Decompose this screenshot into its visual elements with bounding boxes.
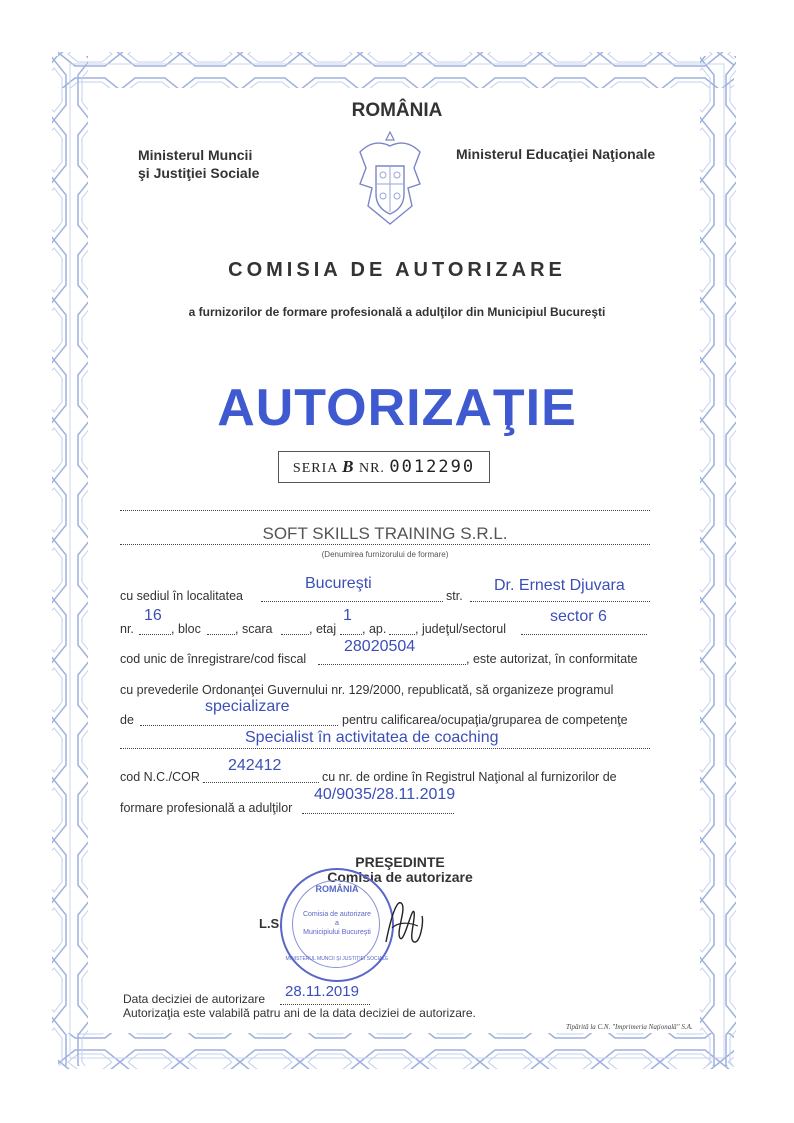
- training-label: formare profesională a adulţilor: [120, 801, 293, 815]
- decision-label: Data deciziei de autorizare: [123, 992, 266, 1006]
- number-value: 0012290: [389, 457, 476, 477]
- series-label: SERIA: [292, 461, 338, 476]
- de-label: de: [120, 713, 134, 727]
- series-box: [278, 451, 490, 483]
- left-ministry-line1: Ministerul Muncii: [138, 147, 253, 163]
- stamp-bottom-text: MINISTERUL MUNCII ŞI JUSTIŢIEI SOCIALE: [285, 956, 389, 962]
- dotted-line: [203, 778, 319, 783]
- left-ministry-line2: şi Justiţiei Sociale: [138, 165, 260, 181]
- registry-number-value: 40/9035/28.11.2019: [314, 786, 456, 803]
- dotted-line: [470, 597, 650, 602]
- dotted-line: [280, 1000, 370, 1005]
- decision-date-value: 28.11.2019: [285, 983, 359, 1000]
- authorized-text: , este autorizat, în conformitate: [466, 652, 638, 666]
- commission-title: COMISIA DE AUTORIZARE: [228, 259, 566, 281]
- ap-label: , ap.: [362, 622, 387, 636]
- judet-label: , judeţul/sectorul: [415, 622, 507, 636]
- cui-label: cod unic de înregistrare/cod fiscal: [120, 652, 307, 666]
- dotted-line: [139, 630, 171, 635]
- bloc-label: , bloc: [171, 622, 201, 636]
- dotted-line: [302, 809, 454, 814]
- dotted-line: [120, 504, 650, 511]
- ls-label: L.S.: [259, 916, 283, 931]
- right-ministry: Ministerul Educaţiei Naţionale: [456, 146, 656, 162]
- printer-note: Tipărită la C.N. "Imprimeria Naţională" S.A.: [566, 1023, 693, 1031]
- stamp-top-text: ROMÂNIA: [315, 884, 359, 894]
- document-title: AUTORIZAŢIE: [217, 379, 577, 437]
- official-stamp: [280, 868, 394, 982]
- locality-value: Bucureşti: [305, 575, 372, 592]
- nr-value: 16: [144, 607, 162, 624]
- cui-value: 28020504: [344, 638, 416, 655]
- cor-label: cod N.C./COR: [120, 770, 200, 784]
- sector-value: sector 6: [550, 608, 607, 625]
- purpose-text: pentru calificarea/ocupaţia/gruparea de competenţe: [342, 713, 628, 727]
- program-type-value: specializare: [205, 698, 290, 715]
- dotted-line: [140, 721, 338, 726]
- street-label: str.: [446, 589, 463, 603]
- street-value: Dr. Ernest Djuvara: [494, 577, 625, 594]
- etaj-label: , etaj: [309, 622, 337, 636]
- dotted-line: [261, 597, 443, 602]
- dotted-line: [521, 630, 647, 635]
- stamp-center-text: Comisia de autorizare a Municipiului Bucureşti: [302, 911, 372, 936]
- dotted-line: [340, 630, 362, 635]
- registry-text: cu nr. de ordine în Registrul Naţional al furnizorilor de: [322, 770, 617, 784]
- commission-subtitle: a furnizorilor de formare profesională a adulţilor din Municipiul Bucureşti: [188, 305, 606, 319]
- etaj-value: 1: [343, 607, 352, 624]
- dotted-line: [281, 630, 309, 635]
- president-title: PREŞEDINTE: [355, 854, 445, 870]
- seat-label: cu sediul în localitatea: [120, 589, 243, 603]
- dotted-line: [318, 660, 466, 665]
- country-title: ROMÂNIA: [351, 100, 443, 121]
- scara-label: , scara: [235, 622, 273, 636]
- coat-of-arms-emblem: [350, 128, 430, 230]
- provider-name-caption: (Denumirea furnizorului de formare): [321, 550, 449, 559]
- series-value: B: [342, 457, 355, 476]
- ordinance-text: cu prevederile Ordonanţei Guvernului nr. 129/2000, republicată, să organizeze programul: [120, 683, 614, 697]
- president-subtitle: Comisia de autorizare: [327, 869, 473, 885]
- provider-name: SOFT SKILLS TRAINING S.R.L.: [262, 524, 508, 543]
- dotted-line: [389, 630, 415, 635]
- handwritten-signature: [378, 892, 428, 952]
- occupation-value: Specialist în activitatea de coaching: [245, 729, 499, 746]
- dotted-line: [207, 630, 235, 635]
- nr-label: nr.: [120, 622, 134, 636]
- cor-value: 242412: [228, 757, 282, 774]
- number-label: NR.: [358, 461, 385, 476]
- left-ministry: [138, 146, 338, 182]
- validity-text: Autorizaţia este valabilă patru ani de la data deciziei de autorizare.: [123, 1006, 476, 1020]
